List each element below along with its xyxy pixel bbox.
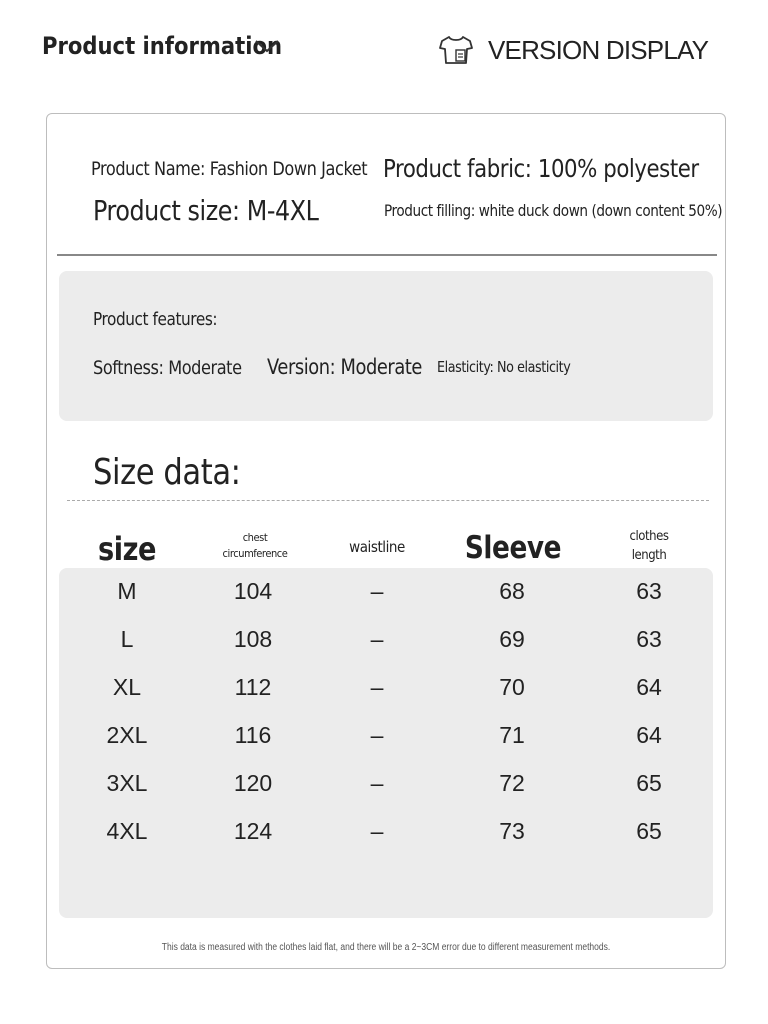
feature-softness: Softness: Moderate: [93, 357, 242, 379]
features-panel: [59, 271, 713, 421]
table-row: [59, 770, 713, 818]
cell-chest: 120: [233, 770, 273, 796]
table-row: [59, 818, 713, 866]
product-fabric: Product fabric: 100% polyester: [383, 154, 699, 183]
cell-waist: –: [370, 722, 384, 748]
size-data-title: Size data:: [93, 452, 241, 493]
cell-chest: 112: [234, 674, 272, 700]
cell-length: 65: [636, 818, 662, 844]
cell-size: 2XL: [106, 722, 148, 748]
cell-size: M: [117, 578, 137, 604]
header-sleeve: Sleeve: [464, 530, 562, 566]
product-filling: Product filling: white duck down (down content 50%): [384, 201, 723, 220]
header-length-line2: length: [631, 548, 667, 563]
cell-waist: –: [370, 770, 384, 796]
cell-sleeve: 68: [499, 578, 525, 604]
table-row: [59, 578, 713, 626]
cell-length: 65: [636, 770, 662, 796]
cell-length: 63: [636, 626, 662, 652]
product-size: Product size: M-4XL: [93, 194, 319, 227]
header-chest-line1: chest: [242, 531, 268, 544]
cell-waist: –: [370, 818, 384, 844]
header-chest-line2: circumference: [222, 547, 288, 560]
divider: [57, 254, 717, 256]
dashed-divider: [67, 500, 709, 501]
chevron-down-icon[interactable]: [254, 36, 280, 56]
feature-elasticity: Elasticity: No elasticity: [437, 358, 571, 376]
features-title: Product features:: [93, 309, 218, 330]
version-display: [438, 33, 708, 67]
header-clothes-length: [630, 527, 669, 565]
size-table: [59, 568, 713, 918]
version-display-label: VERSION DISPLAY: [488, 34, 709, 65]
cell-sleeve: 69: [499, 626, 525, 652]
cell-size: XL: [112, 674, 142, 700]
header-length-line1: clothes: [629, 529, 669, 544]
cell-length: 64: [636, 674, 662, 700]
product-name: Product Name: Fashion Down Jacket: [91, 158, 368, 180]
cell-length: 63: [636, 578, 662, 604]
cell-length: 64: [636, 722, 662, 748]
header-waistline: waistline: [349, 538, 405, 556]
header-size: size: [97, 530, 157, 568]
feature-version: Version: Moderate: [267, 355, 423, 379]
cell-chest: 108: [233, 626, 273, 652]
cell-sleeve: 73: [499, 818, 525, 844]
cell-sleeve: 71: [499, 722, 525, 748]
measurement-note: This data is measured with the clothes laid flat, and there will be a 2~3CM error due to different measurement methods.: [161, 942, 611, 953]
cell-size: 4XL: [106, 818, 148, 844]
cell-chest: 124: [233, 818, 273, 844]
cell-size: L: [120, 626, 134, 652]
cell-chest: 104: [233, 578, 273, 604]
cell-waist: –: [370, 674, 384, 700]
table-row: [59, 626, 713, 674]
table-row: [59, 722, 713, 770]
product-card: [46, 113, 726, 969]
header-chest: [223, 530, 288, 562]
cell-sleeve: 72: [499, 770, 525, 796]
cell-waist: –: [370, 626, 384, 652]
cell-sleeve: 70: [499, 674, 525, 700]
header-title: Product information: [42, 32, 283, 60]
tshirt-icon: [438, 34, 474, 66]
cell-waist: –: [370, 578, 384, 604]
table-row: [59, 674, 713, 722]
cell-chest: 116: [234, 722, 272, 748]
cell-size: 3XL: [106, 770, 148, 796]
